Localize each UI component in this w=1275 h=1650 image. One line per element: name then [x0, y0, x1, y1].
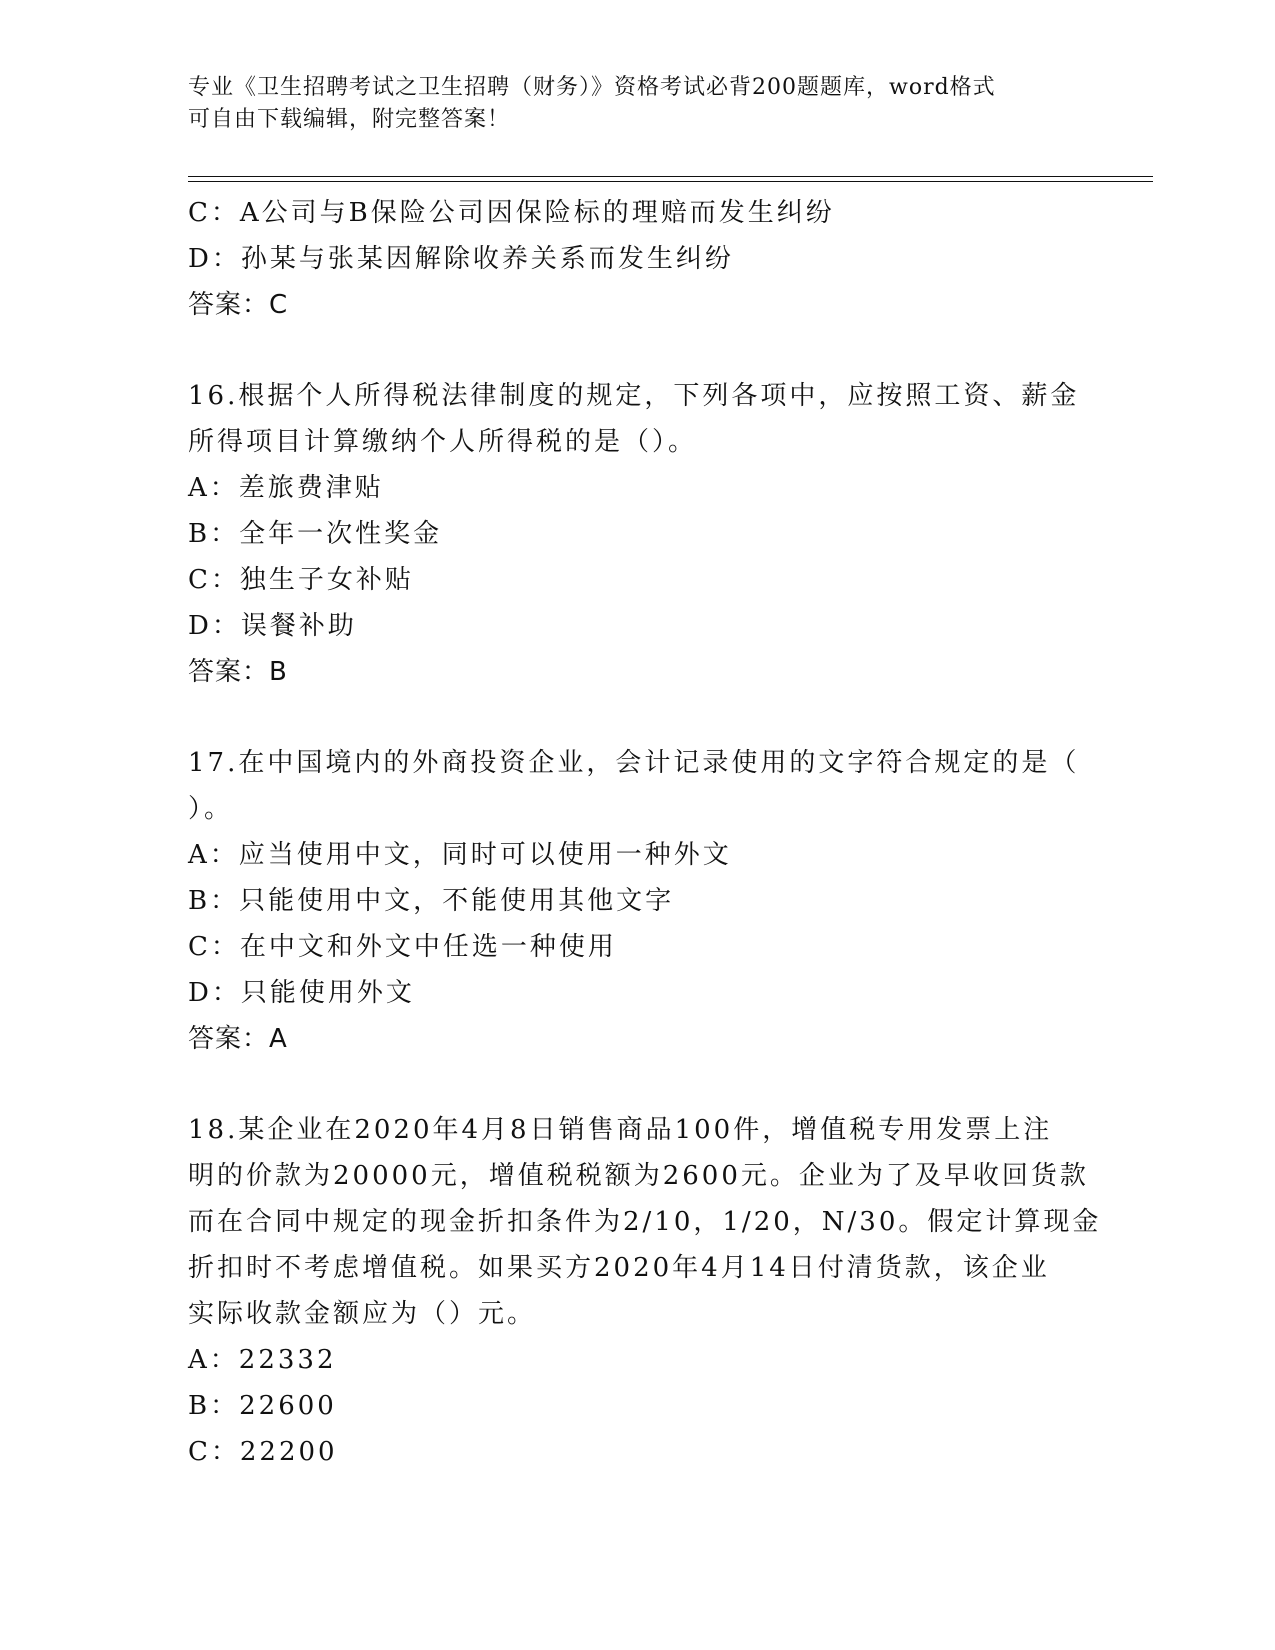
option-line: C：独生子女补贴	[188, 565, 414, 595]
question-block	[188, 190, 1088, 328]
answer-line: 答案：C	[188, 290, 289, 320]
option-line: B：只能使用中文，不能使用其他文字	[188, 886, 675, 916]
option-line: D：只能使用外文	[188, 978, 415, 1008]
option-line: A：22332	[188, 1345, 337, 1375]
question-text: ）。	[188, 794, 234, 824]
option-line: A：差旅费津贴	[188, 473, 384, 503]
document-header	[188, 72, 1068, 136]
question-text: 明的价款为20000元，增值税税额为2600元。企业为了及早收回货款	[188, 1161, 1089, 1191]
question-list	[188, 190, 1102, 1475]
question-block	[188, 1107, 1102, 1475]
option-line: C：在中文和外文中任选一种使用	[188, 932, 617, 962]
option-line: D：孙某与张某因解除收养关系而发生纠纷	[188, 244, 734, 274]
answer-line: 答案：B	[188, 657, 288, 687]
header-line: 专业《卫生招聘考试之卫生招聘（财务）》资格考试必背200题题库，word格式	[188, 75, 996, 100]
option-line: A：应当使用中文，同时可以使用一种外文	[188, 840, 732, 870]
option-line: B：22600	[188, 1391, 337, 1421]
question-text: 17.在中国境内的外商投资企业，会计记录使用的文字符合规定的是（	[188, 748, 1080, 778]
option-line: B：全年一次性奖金	[188, 519, 443, 549]
question-text: 实际收款金额应为（）元。	[188, 1299, 537, 1329]
answer-line: 答案：A	[188, 1024, 288, 1054]
option-line: D：误餐补助	[188, 611, 357, 641]
question-text: 18.某企业在2020年4月8日销售商品100件，增值税专用发票上注	[188, 1115, 1053, 1145]
question-text: 所得项目计算缴纳个人所得税的是（）。	[188, 427, 698, 457]
question-text: 而在合同中规定的现金折扣条件为2/10，1/20，N/30。假定计算现金	[188, 1207, 1102, 1237]
question-text: 折扣时不考虑增值税。如果买方2020年4月14日付清货款，该企业	[188, 1253, 1050, 1283]
header-divider	[188, 181, 1153, 182]
header-divider	[188, 176, 1153, 177]
header-line: 可自由下载编辑，附完整答案！	[188, 107, 511, 132]
question-text: 16.根据个人所得税法律制度的规定，下列各项中，应按照工资、薪金	[188, 381, 1080, 411]
option-line: C：22200	[188, 1437, 338, 1467]
question-block	[188, 740, 1088, 1062]
question-block	[188, 373, 1088, 695]
option-line: C：A公司与B保险公司因保险标的理赔而发生纠纷	[188, 198, 835, 228]
